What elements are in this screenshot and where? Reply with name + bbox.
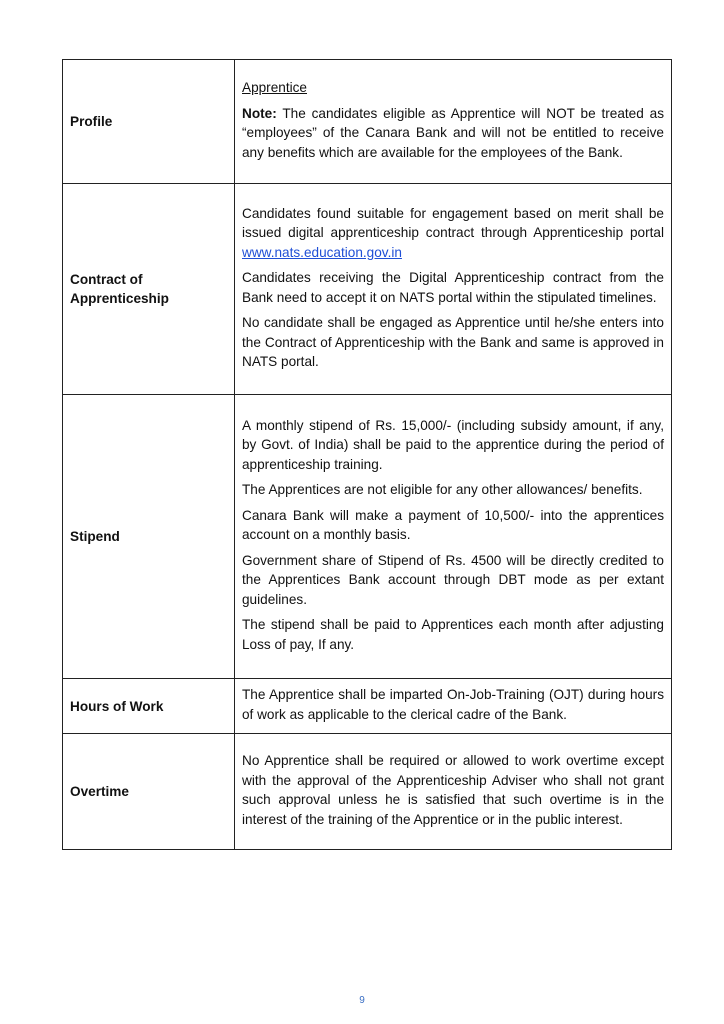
contract-paragraph-1 xyxy=(242,204,664,263)
note-text: The candidates eligible as Apprentice will NOT be treated as “employees” of the Canara Bank and will not be entitled to receive any benefits which are available for the employees of the Bank. xyxy=(242,105,664,160)
row-content-stipend xyxy=(235,395,672,679)
nats-portal-link[interactable]: www.nats.education.gov.in xyxy=(242,244,402,260)
row-content-profile xyxy=(235,60,672,184)
apprenticeship-terms-table xyxy=(62,59,672,850)
contract-label-line2: Apprenticeship xyxy=(70,291,169,306)
row-label-stipend: Stipend xyxy=(63,395,235,679)
contract-p1-text: Candidates found suitable for engagement based on merit shall be issued digital apprenticeship contract through Apprenticeship portal xyxy=(242,205,664,240)
stipend-paragraph-2: The Apprentices are not eligible for any other allowances/ benefits. xyxy=(242,482,643,498)
row-label-overtime: Overtime xyxy=(63,734,235,850)
stipend-paragraph-1: A monthly stipend of Rs. 15,000/- (including subsidy amount, if any, by Govt. of India) shall be paid to the apprentice during the period of apprenticeship training. xyxy=(242,417,664,472)
stipend-paragraph-4: Government share of Stipend of Rs. 4500 will be directly credited to the Apprentices Bank account through DBT mode as per extant guidelines. xyxy=(242,552,664,607)
row-label-hours-of-work: Hours of Work xyxy=(63,679,235,734)
profile-heading: Apprentice xyxy=(242,80,307,95)
contract-paragraph-2: Candidates receiving the Digital Apprenticeship contract from the Bank need to accept it on NATS portal within the stipulated timelines. xyxy=(242,270,664,305)
stipend-paragraph-5: The stipend shall be paid to Apprentices each month after adjusting Loss of pay, If any. xyxy=(242,617,664,652)
hours-paragraph-1: The Apprentice shall be imparted On-Job-Training (OJT) during hours of work as applicable to the clerical cadre of the Bank. xyxy=(242,687,664,722)
overtime-paragraph-1: No Apprentice shall be required or allowed to work overtime except with the approval of the Apprenticeship Adviser who shall not grant such approval unless he is satisfied that such overtime is in the interest of the training of the Apprentice or in the public interest. xyxy=(242,753,664,827)
contract-label-line1: Contract of xyxy=(70,272,143,287)
table-row-hours-of-work xyxy=(63,679,672,734)
row-content-overtime xyxy=(235,734,672,850)
table-row-overtime xyxy=(63,734,672,850)
row-content-hours-of-work xyxy=(235,679,672,734)
row-label-profile: Profile xyxy=(63,60,235,184)
table-row-stipend xyxy=(63,395,672,679)
stipend-paragraph-3: Canara Bank will make a payment of 10,500/- into the apprentices account on a monthly basis. xyxy=(242,507,664,543)
note-label: Note: xyxy=(242,105,277,121)
profile-note xyxy=(242,104,664,163)
table-row-contract xyxy=(63,184,672,395)
contract-paragraph-3: No candidate shall be engaged as Apprentice until he/she enters into the Contract of Apprenticeship with the Bank and same is approved in NATS portal. xyxy=(242,315,664,369)
row-content-contract xyxy=(235,184,672,395)
table-row-profile xyxy=(63,60,672,184)
page-number: 9 xyxy=(359,995,365,1006)
row-label-contract xyxy=(63,184,235,395)
